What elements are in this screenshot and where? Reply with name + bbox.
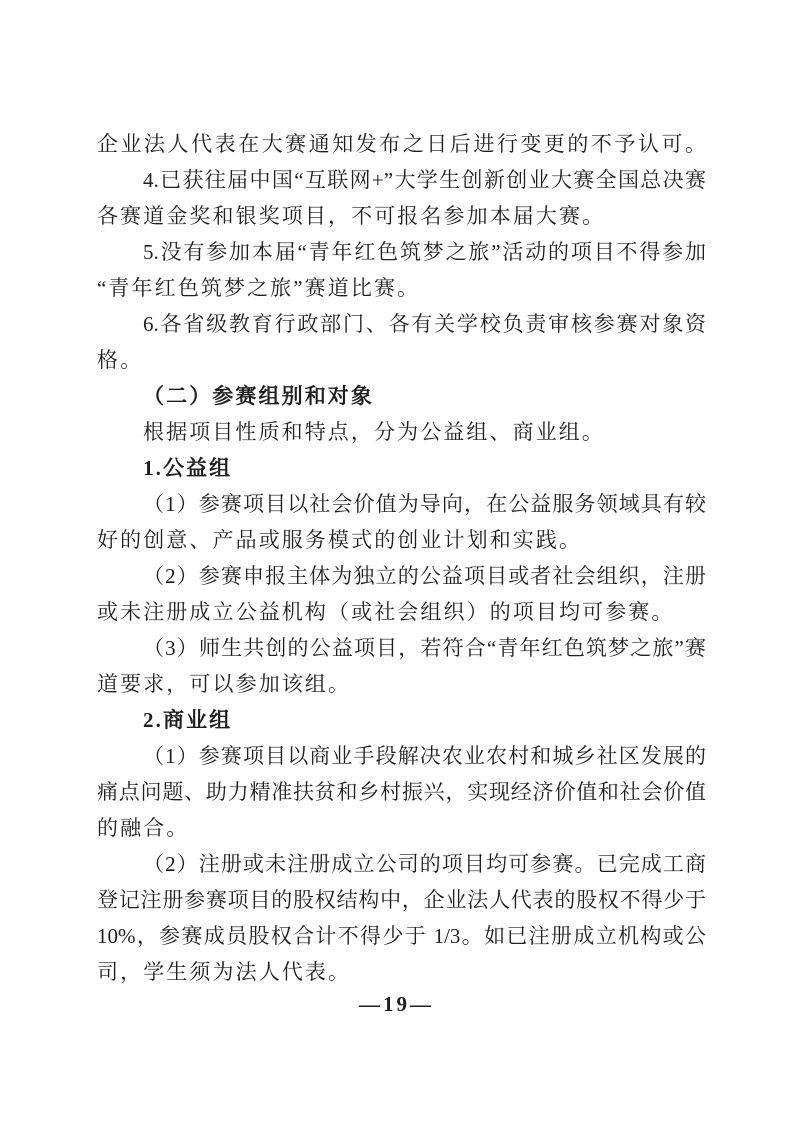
body-line: 4.已获往届中国“互联网+”大学生创新创业大赛全国总决赛 [143,168,706,192]
section-heading: （二）参赛组别和对象 [143,384,374,408]
body-line: 各赛道金奖和银奖项目，不可报名参加本届大赛。 [97,204,606,228]
body-line: （1）参赛项目以社会价值为导向，在公益服务领域具有较 [143,492,706,516]
body-line: （2）注册或未注册成立公司的项目均可参赛。已完成工商 [143,852,706,876]
group-heading-public-welfare: 1.公益组 [143,456,233,480]
body-line: 企业法人代表在大赛通知发布之日后进行变更的不予认可。 [97,132,706,156]
body-line: 或未注册成立公益机构（或社会组织）的项目均可参赛。 [97,600,675,624]
page-number: —19— [359,992,434,1016]
body-line: 6.各省级教育行政部门、各有关学校负责审核参赛对象资 [143,312,706,336]
body-line: 格。 [97,348,144,372]
body-line: 10%，参赛成员股权合计不得少于 1/3。如已注册成立机构或公 [97,924,706,948]
body-line: （1）参赛项目以商业手段解决农业农村和城乡社区发展的 [143,744,706,768]
document-body [97,126,706,990]
body-line: 5.没有参加本届“青年红色筑梦之旅”活动的项目不得参加 [143,240,706,264]
body-line: 根据项目性质和特点，分为公益组、商业组。 [143,420,605,444]
body-line: 好的创意、产品或服务模式的创业计划和实践。 [97,528,583,552]
body-line: 道要求，可以参加该组。 [97,672,352,696]
body-line: “青年红色筑梦之旅”赛道比赛。 [97,276,421,300]
body-line: （3）师生共创的公益项目，若符合“青年红色筑梦之旅”赛 [143,636,706,660]
body-line: 痛点问题、助力精准扶贫和乡村振兴，实现经济价值和社会价值 [97,780,706,804]
body-line: （2）参赛申报主体为独立的公益项目或者社会组织，注册 [143,564,706,588]
group-heading-commercial: 2.商业组 [143,708,233,732]
body-line: 司，学生须为法人代表。 [97,960,352,984]
body-line: 登记注册参赛项目的股权结构中，企业法人代表的股权不得少于 [97,888,706,912]
body-line: 的融合。 [97,816,190,840]
